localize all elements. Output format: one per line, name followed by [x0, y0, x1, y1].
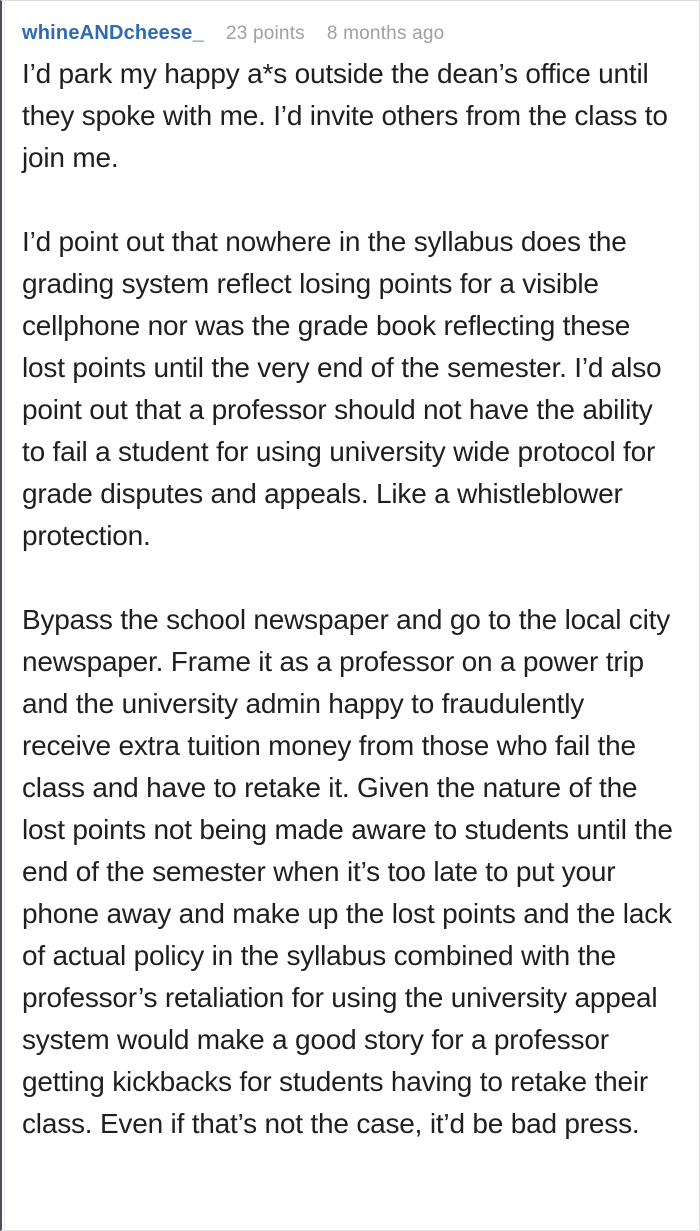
comment-paragraph: I’d point out that nowhere in the syllabus does the grading system reflect losing points for a visible cellphone nor was the grade book reflecting these lost points until the very end of the semester. I’d also point out that a professor should not have the ability to fail a student for using university wide protocol for grade disputes and appeals. Like a whistleblower protection.	[22, 226, 662, 551]
comment-timestamp: 8 months ago	[326, 23, 445, 44]
comment-header	[22, 21, 679, 45]
comment-paragraph: I’d park my happy a*s outside the dean’s office until they spoke with me. I’d invite others from the class to join me.	[22, 58, 668, 173]
comment-author-link[interactable]: whineANDcheese_	[22, 22, 204, 44]
comment-points: 23 points	[225, 23, 305, 44]
comment-body	[22, 53, 679, 1145]
comment-paragraph: Bypass the school newspaper and go to the local city newspaper. Frame it as a professor on a power trip and the university admin happy to fraudulently receive extra tuition money from those who fail the class and have to retake it. Given the nature of the lost points not being made aware to students until the end of the semester when it’s too late to put your phone away and make up the lost points and the lack of actual policy in the syllabus combined with the professor’s retaliation for using the university appeal system would make a good story for a professor getting kickbacks for students having to retake their class. Even if that’s not the case, it’d be bad press.	[22, 604, 673, 1139]
comment-thread-line	[4, 1, 5, 1230]
